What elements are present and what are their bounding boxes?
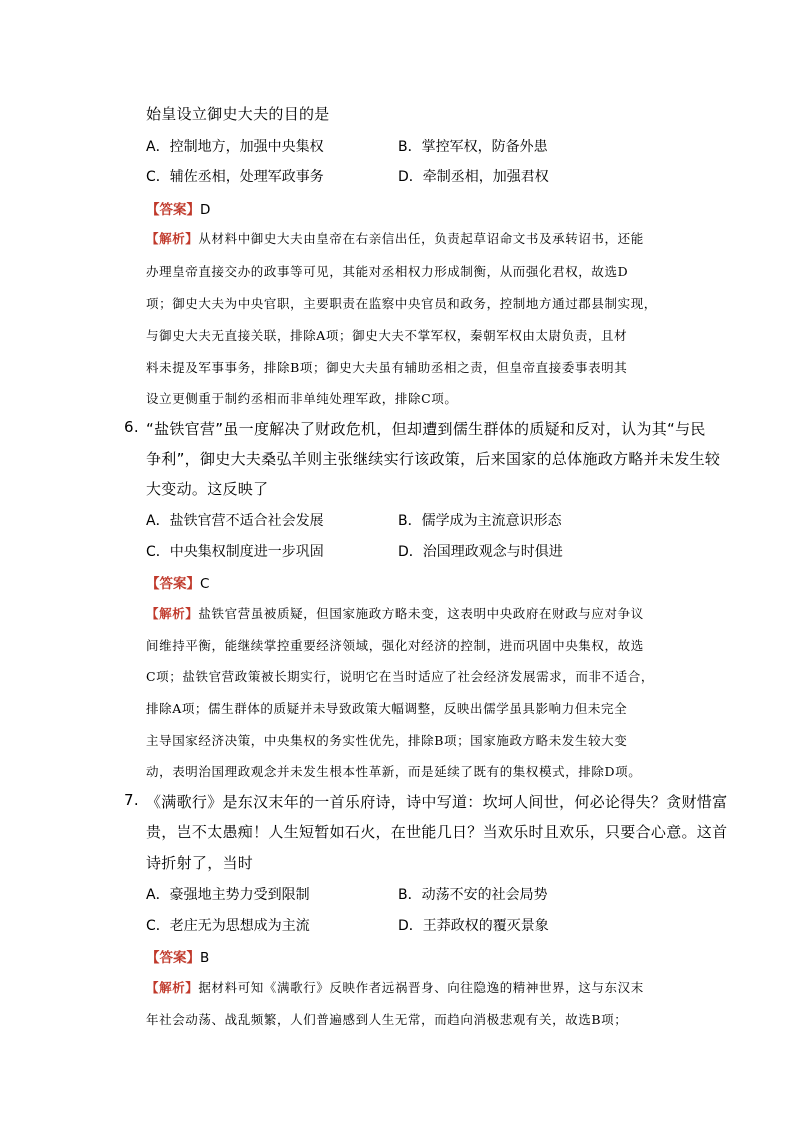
- q6-analysis-line-1: 【解析】盐铁官营虽被质疑，但国家施政方略未变，这表明中央政府在财政与应对争议: [146, 606, 644, 621]
- q6-analysis-line-4: 排除A项；儒生群体的质疑并未导致政策大幅调整，反映出儒学虽具影响力但未完全: [146, 701, 628, 716]
- q5-stem: 始皇设立御史大夫的目的是: [146, 105, 330, 123]
- q5-analysis-line-2: 办理皇帝直接交办的政事等可见，其能对丞相权力形成制衡，从而强化君权，故选D: [146, 264, 629, 279]
- q5-option-a: A．控制地方，加强中央集权: [146, 139, 324, 155]
- q5-analysis-line-6: 设立更侧重于制约丞相而非单纯处理军政，排除C项。: [146, 391, 458, 406]
- q7-stem-line-2: 贵，岂不太愚痴！人生短暂如石火，在世能几日？当欢乐时且欢乐，只要合心意。这首: [146, 823, 728, 841]
- analysis-tag: 【解析】: [146, 606, 199, 621]
- q5-option-b: B．掌控军权，防备外患: [398, 139, 548, 155]
- q5-answer-value: D: [200, 202, 211, 218]
- q5-analysis-line-1: 【解析】从材料中御史大夫由皇帝在右亲信出任，负责起草诏命文书及承转诏书，还能: [146, 231, 644, 246]
- q7-option-a: A．豪强地主势力受到限制: [146, 887, 310, 903]
- analysis-tag: 【解析】: [146, 980, 199, 995]
- q7-number: 7.: [124, 791, 139, 809]
- q7-answer: [146, 946, 209, 966]
- q5-option-c: C．辅佐丞相，处理军政事务: [146, 169, 324, 185]
- q5-option-d: D．牵制丞相，加强君权: [398, 169, 549, 185]
- q7-analysis-line-1: 【解析】据材料可知《满歌行》反映作者远祸晋身、向往隐逸的精神世界，这与东汉末: [146, 980, 644, 995]
- q6-stem-line-2: 争利”，御史大夫桑弘羊则主张继续实行该政策，后来国家的总体施政方略并未发生较: [146, 450, 721, 468]
- q5-analysis-line-4: 与御史大夫无直接关联，排除A项；御史大夫不掌军权，秦朝军权由太尉负责，且材: [146, 328, 628, 343]
- q6-option-a: A．盐铁官营不适合社会发展: [146, 513, 324, 529]
- q6-option-c: C．中央集权制度进一步巩固: [146, 544, 324, 560]
- answer-tag: 【答案】: [146, 576, 200, 592]
- q7-stem-line-3: 诗折射了，当时: [146, 854, 254, 872]
- q5-answer: [146, 198, 210, 218]
- q6-analysis-line-5: 主导国家经济决策，中央集权的务实性优先，排除B项；国家施政方略未发生较大变: [146, 733, 628, 748]
- q6-analysis-line-2: 间维持平衡，能继续掌控重要经济领域，强化对经济的控制，进而巩固中央集权，故选: [146, 638, 644, 653]
- q6-answer-value: C: [200, 576, 210, 592]
- q5-analysis-line-5: 料未提及军事事务，排除B项；御史大夫虽有辅助丞相之责，但皇帝直接委事表明其: [146, 360, 628, 375]
- q6-option-b: B．儒学成为主流意识形态: [398, 513, 562, 529]
- answer-tag: 【答案】: [146, 950, 200, 966]
- q7-option-c: C．老庄无为思想成为主流: [146, 918, 310, 934]
- answer-tag: 【答案】: [146, 202, 200, 218]
- analysis-tag: 【解析】: [146, 231, 199, 246]
- q6-option-d: D．治国理政观念与时俱进: [398, 544, 563, 560]
- q7-option-b: B．动荡不安的社会局势: [398, 887, 548, 903]
- q6-number: 6.: [124, 418, 139, 436]
- q6-analysis-line-3: C项；盐铁官营政策被长期实行，说明它在当时适应了社会经济发展需求，而非不适合，: [146, 669, 654, 684]
- q5-analysis-line-3: 项；御史大夫为中央官职，主要职责在监察中央官员和政务，控制地方通过郡县制实现，: [146, 296, 657, 311]
- q6-analysis-line-6: 动，表明治国理政观念并未发生根本性革新，而是延续了既有的集权模式，排除D项。: [146, 764, 642, 779]
- q7-stem-line-1: 《满歌行》是东汉末年的一首乐府诗，诗中写道：坎坷人间世，何必论得失？贪财惜富: [146, 793, 728, 811]
- q7-answer-value: B: [200, 950, 210, 966]
- q7-option-d: D．王莽政权的覆灭景象: [398, 918, 549, 934]
- q7-analysis-line-2: 年社会动荡、战乱频繁，人们普遍感到人生无常，而趋向消极悲观有关，故选B项；: [146, 1012, 628, 1027]
- q6-stem-line-1: “盐铁官营”虽一度解决了财政危机，但却遭到儒生群体的质疑和反对，认为其“与民: [146, 420, 706, 438]
- q6-stem-line-3: 大变动。这反映了: [146, 480, 269, 498]
- q6-answer: [146, 572, 209, 592]
